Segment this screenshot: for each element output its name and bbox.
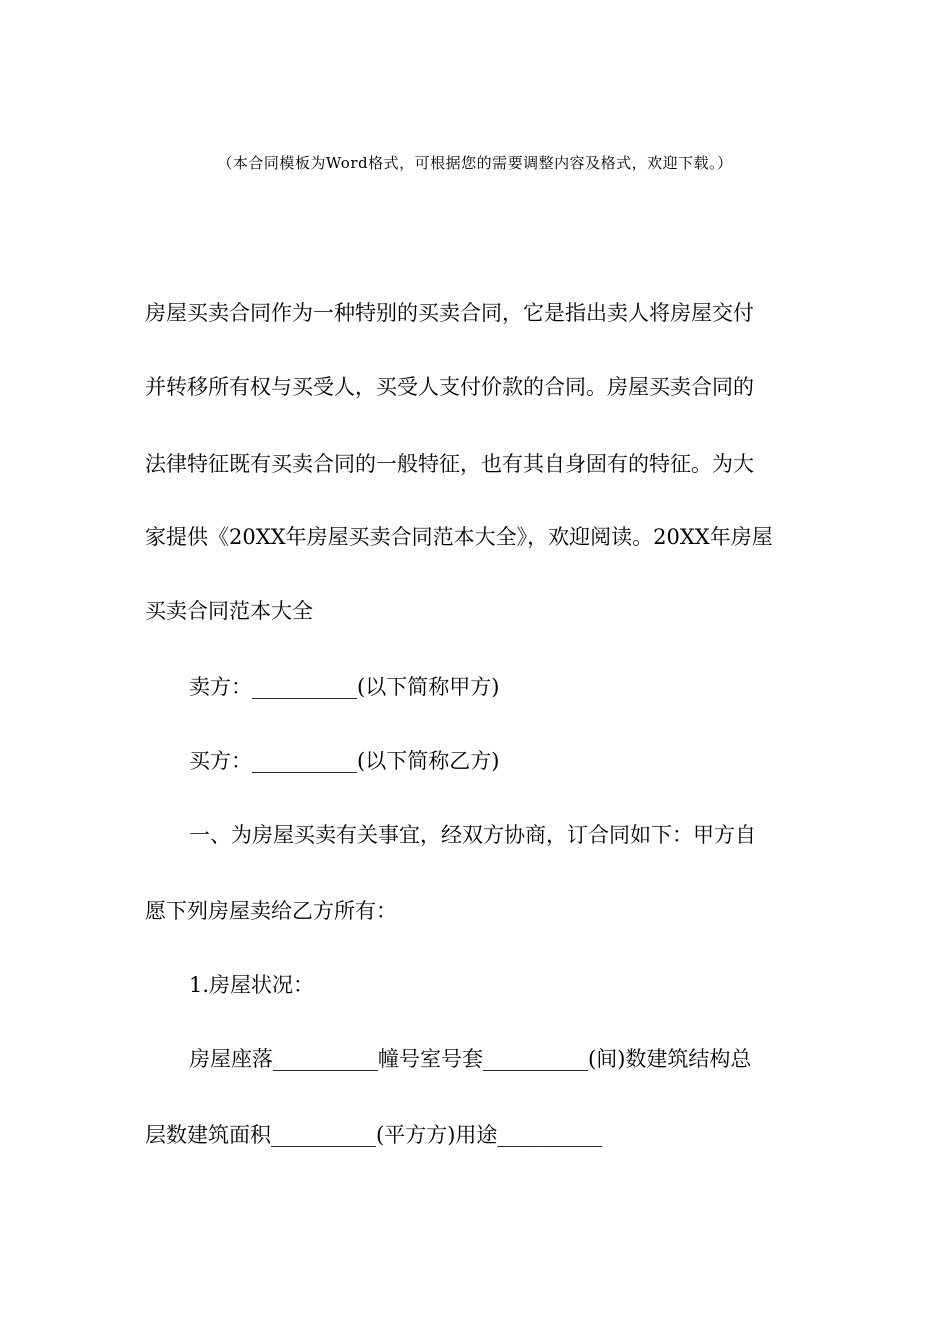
item-1-title: 1.房屋状况： xyxy=(189,973,315,997)
buyer-line: 买方：__________(以下简称乙方) xyxy=(189,749,500,773)
intro-line-3: 法律特征既有买卖合同的一般特征，也有其自身固有的特征。为大 xyxy=(145,452,754,476)
seller-line: 卖方：__________(以下简称甲方) xyxy=(189,675,500,699)
clause-1-line-1: 一、为房屋买卖有关事宜，经双方协商，订合同如下：甲方自 xyxy=(189,823,756,847)
intro-line-4: 家提供《20XX年房屋买卖合同范本大全》，欢迎阅读。20XX年房屋 xyxy=(145,525,773,549)
intro-line-2: 并转移所有权与买受人，买受人支付价款的合同。房屋买卖合同的 xyxy=(145,375,754,399)
item-1-line-2: 层数建筑面积__________(平方方)用途__________ xyxy=(145,1123,603,1147)
template-note: （本合同模板为Word格式，可根据您的需要调整内容及格式，欢迎下载。） xyxy=(217,154,733,172)
clause-1-line-2: 愿下列房屋卖给乙方所有： xyxy=(145,899,397,923)
intro-line-1: 房屋买卖合同作为一种特别的买卖合同，它是指出卖人将房屋交付 xyxy=(145,301,754,325)
intro-line-5: 买卖合同范本大全 xyxy=(145,599,313,623)
item-1-line-1: 房屋座落__________幢号室号套__________(间)数建筑结构总 xyxy=(189,1047,752,1071)
